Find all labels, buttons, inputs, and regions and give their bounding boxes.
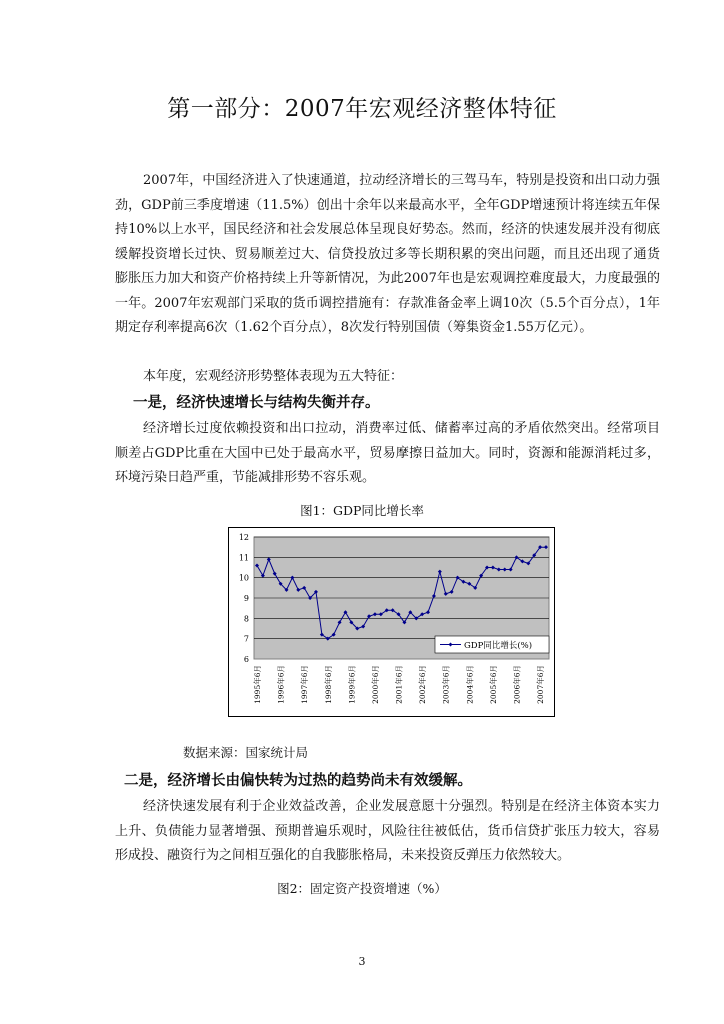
page-number: 3 bbox=[358, 955, 366, 968]
x-tick-label: 2002年6月 bbox=[418, 665, 428, 704]
x-tick-label: 2005年6月 bbox=[488, 665, 498, 704]
figure-2-caption: 图2：固定资产投资增速（%） bbox=[277, 881, 447, 896]
data-source-note: 数据来源：国家统计局 bbox=[183, 745, 309, 760]
y-tick-label: 10 bbox=[238, 573, 249, 583]
figure-1-caption: 图1：GDP同比增长率 bbox=[300, 503, 424, 518]
x-tick-label: 2004年6月 bbox=[465, 665, 475, 704]
gdp-growth-chart bbox=[228, 527, 555, 717]
y-tick-label: 6 bbox=[243, 655, 249, 664]
y-tick-label: 7 bbox=[243, 634, 249, 644]
x-tick-label: 2006年6月 bbox=[512, 665, 522, 704]
paragraph-overview: 2007年，中国经济进入了快速通道，拉动经济增长的三驾马车，特别是投资和出口动力强劲，GDP前三季度增速（11.5%）创出十余年以来最高水平，全年GDP增速预计将连续五年保持10%以上水平，国民经济和社会发展总体呈现良好势态。然而，经济的快速发展并没有彻底缓解投资增长过快、贸易顺差过大、信贷投放过多等长期积累的突出问题，而且还出现了通货膨胀压力加大和资产价格持续上升等新情况，为此2007年也是宏观调控难度最大，力度最强的一年。2007年宏观部门采取的货币调控措施有：存款准备金率上调10次（5.5个百分点），1年期定存利率提高6次（1.62个百分点），8次发行特别国债（筹集资金1.55万亿元）。 bbox=[115, 173, 660, 335]
x-tick-label: 1999年6月 bbox=[347, 665, 357, 704]
x-tick-label: 1997年6月 bbox=[300, 665, 310, 704]
legend-label: GDP同比增长(%) bbox=[464, 641, 533, 651]
y-tick-label: 11 bbox=[238, 553, 249, 563]
x-tick-label: 1995年6月 bbox=[253, 665, 262, 704]
y-tick-label: 8 bbox=[243, 614, 249, 624]
x-tick-label: 2007年6月 bbox=[536, 665, 546, 704]
y-tick-label: 12 bbox=[238, 533, 249, 542]
page-title: 第一部分：2007年宏观经济整体特征 bbox=[167, 96, 557, 122]
paragraph-features-intro: 本年度，宏观经济形势整体表现为五大特征： bbox=[143, 369, 404, 384]
section-heading-1: 一是，经济快速增长与结构失衡并存。 bbox=[133, 395, 380, 411]
x-tick-label: 1996年6月 bbox=[276, 665, 286, 704]
chart-legend bbox=[435, 636, 549, 653]
x-tick-label: 1998年6月 bbox=[323, 665, 333, 704]
x-tick-label: 2003年6月 bbox=[441, 665, 451, 704]
chart-svg bbox=[228, 527, 555, 717]
paragraph-structure: 经济增长过度依赖投资和出口拉动，消费率过低、储蓄率过高的矛盾依然突出。经常项目顺差占GDP比重在大国中已处于最高水平，贸易摩擦日益加大。同时，资源和能源消耗过多，环境污染日趋严重，节能减排形势不容乐观。 bbox=[115, 421, 660, 485]
x-tick-label: 2000年6月 bbox=[370, 665, 380, 704]
x-tick-label: 2001年6月 bbox=[394, 665, 404, 704]
section-heading-2: 二是，经济增长由偏快转为过热的趋势尚未有效缓解。 bbox=[124, 773, 472, 789]
paragraph-overheating: 经济快速发展有利于企业效益改善，企业发展意愿十分强烈。特别是在经济主体资本实力上升、负债能力显著增强、预期普遍乐观时，风险往往被低估，货币信贷扩张压力较大，容易形成投、融资行为之间相互强化的自我膨胀格局，未来投资反弹压力依然较大。 bbox=[115, 799, 660, 863]
y-tick-label: 9 bbox=[243, 594, 249, 603]
